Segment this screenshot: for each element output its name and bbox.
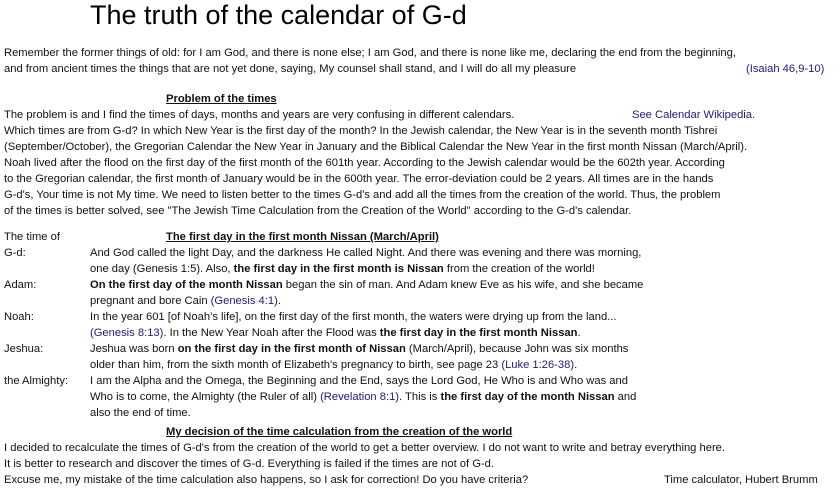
problem-line-1: The problem is and I find the times of days, months and years are very confusing in different calendars. xyxy=(4,109,515,121)
noah-text-plain: . In the New Year Noah after the Flood was xyxy=(163,327,380,339)
almighty-text-line-3: also the end of time. xyxy=(90,407,191,419)
almighty-text-bold: the first day of the month Nissan xyxy=(440,391,615,403)
problem-line-2: Which times are from G-d? In which New Year is the first day of the month? In the Jewish calendar, the New Year is in the seventh month Tishrei xyxy=(4,125,718,137)
god-text-plain: one day (Genesis 1:5). Also, xyxy=(90,263,234,275)
jeshua-text-plain-2: (March/April), because John was six months xyxy=(405,343,629,355)
revelation-8-1-link[interactable]: (Revelation 8:1) xyxy=(320,391,400,403)
calendar-wikipedia-link[interactable]: See Calendar Wikipedia. xyxy=(632,109,756,121)
almighty-text-plain: Who is to come, the Almighty (the Ruler of all) xyxy=(90,391,321,403)
almighty-text-plain-2: . This is xyxy=(399,391,441,403)
time-of-label: The time of xyxy=(4,231,60,243)
noah-text-line-1: In the year 601 [of Noah’s life], on the first day of the first month, the waters were drying up from the land... xyxy=(90,311,617,323)
jeshua-text-end: . xyxy=(574,359,578,371)
god-text-line-1: And God called the light Day, and the darkness He called Night. And there was evening and there was morning, xyxy=(90,247,642,259)
adam-text-end: . xyxy=(277,295,281,307)
problem-line-3: (September/October), the Gregorian Calendar the New Year in January and the Biblical Calendar the New Year in the first month Nissan (March/April). xyxy=(4,141,748,153)
jeshua-text-bold: on the first day in the first month of Nissan xyxy=(177,343,406,355)
god-text-bold: the first day in the first month is Nissan xyxy=(233,263,444,275)
problem-heading: Problem of the times xyxy=(166,93,277,105)
god-label: G-d: xyxy=(4,247,26,259)
adam-text-bold: On the first day of the month Nissan xyxy=(90,279,283,291)
almighty-text-end: and xyxy=(614,391,637,403)
almighty-text-line-1: I am the Alpha and the Omega, the Beginning and the End, says the Lord God, He Who is and Who was and xyxy=(90,375,628,387)
intro-line-2: and from ancient times the things that are not yet done, saying, My counsel shall stand, and I will do all my pleasure xyxy=(4,63,577,75)
first-day-heading: The first day in the first month Nissan (March/April) xyxy=(166,231,439,243)
adam-label: Adam: xyxy=(4,279,37,291)
signature: Time calculator, Hubert Brumm xyxy=(664,474,818,486)
noah-label: Noah: xyxy=(4,311,34,323)
page-title: The truth of the calendar of G-d xyxy=(90,0,467,30)
intro-line-1: Remember the former things of old: for I am God, and there is none else; I am God, and there is none like me, declaring the end from the beginning, xyxy=(4,47,736,59)
almighty-label: the Almighty: xyxy=(4,375,69,387)
problem-line-4: Noah lived after the flood on the first day of the first month of the 601th year. According to the Jewish calendar would be the 602th year. According xyxy=(4,157,725,169)
problem-line-5: to the Gregorian calendar, the first month of January would be in the 600th year. The error-deviation could be 2 years. All times are in the hands xyxy=(4,173,714,185)
god-text-end: from the creation of the world! xyxy=(443,263,595,275)
decision-heading: My decision of the time calculation from the creation of the world xyxy=(166,426,513,438)
decision-line-3: Excuse me, my mistake of the time calculation also happens, so I ask for correction! Do you have criteria? xyxy=(4,474,529,486)
problem-line-7: of the times is better solved, see "The Jewish Time Calculation from the Creation of the World" according to the G-d's calendar. xyxy=(4,205,632,217)
jeshua-text-plain: Jeshua was born xyxy=(90,343,178,355)
noah-text-bold: the first day in the first month Nissan xyxy=(379,327,578,339)
decision-line-2: It is better to research and discover the times of G-d. Everything is failed if the times are not of G-d. xyxy=(4,458,494,470)
jeshua-text-plain-3: older than him, from the sixth month of Elizabeth's pregnancy to birth, see page 23 xyxy=(90,359,502,371)
adam-text-plain: began the sin of man. And Adam knew Eve as his wife, and she became xyxy=(282,279,644,291)
isaiah-reference-link[interactable]: (Isaiah 46,9-10) xyxy=(746,63,825,75)
luke-1-26-38-link[interactable]: (Luke 1:26-38) xyxy=(501,359,575,371)
adam-text-plain-2: pregnant and bore Cain xyxy=(90,295,211,307)
jeshua-label: Jeshua: xyxy=(4,343,44,355)
genesis-4-1-link[interactable]: (Genesis 4:1) xyxy=(210,295,278,307)
genesis-8-13-link[interactable]: (Genesis 8:13) xyxy=(90,327,164,339)
decision-line-1: I decided to recalculate the times of G-d's from the creation of the world to get a better overview. I do not want to write and betray everything here. xyxy=(4,442,726,454)
noah-text-end: . xyxy=(577,327,581,339)
problem-line-6: G-d's, Your time is not My time. We need to listen better to the times G-d's and add all the times from the creation of the world. Thus, the problem xyxy=(4,189,721,201)
